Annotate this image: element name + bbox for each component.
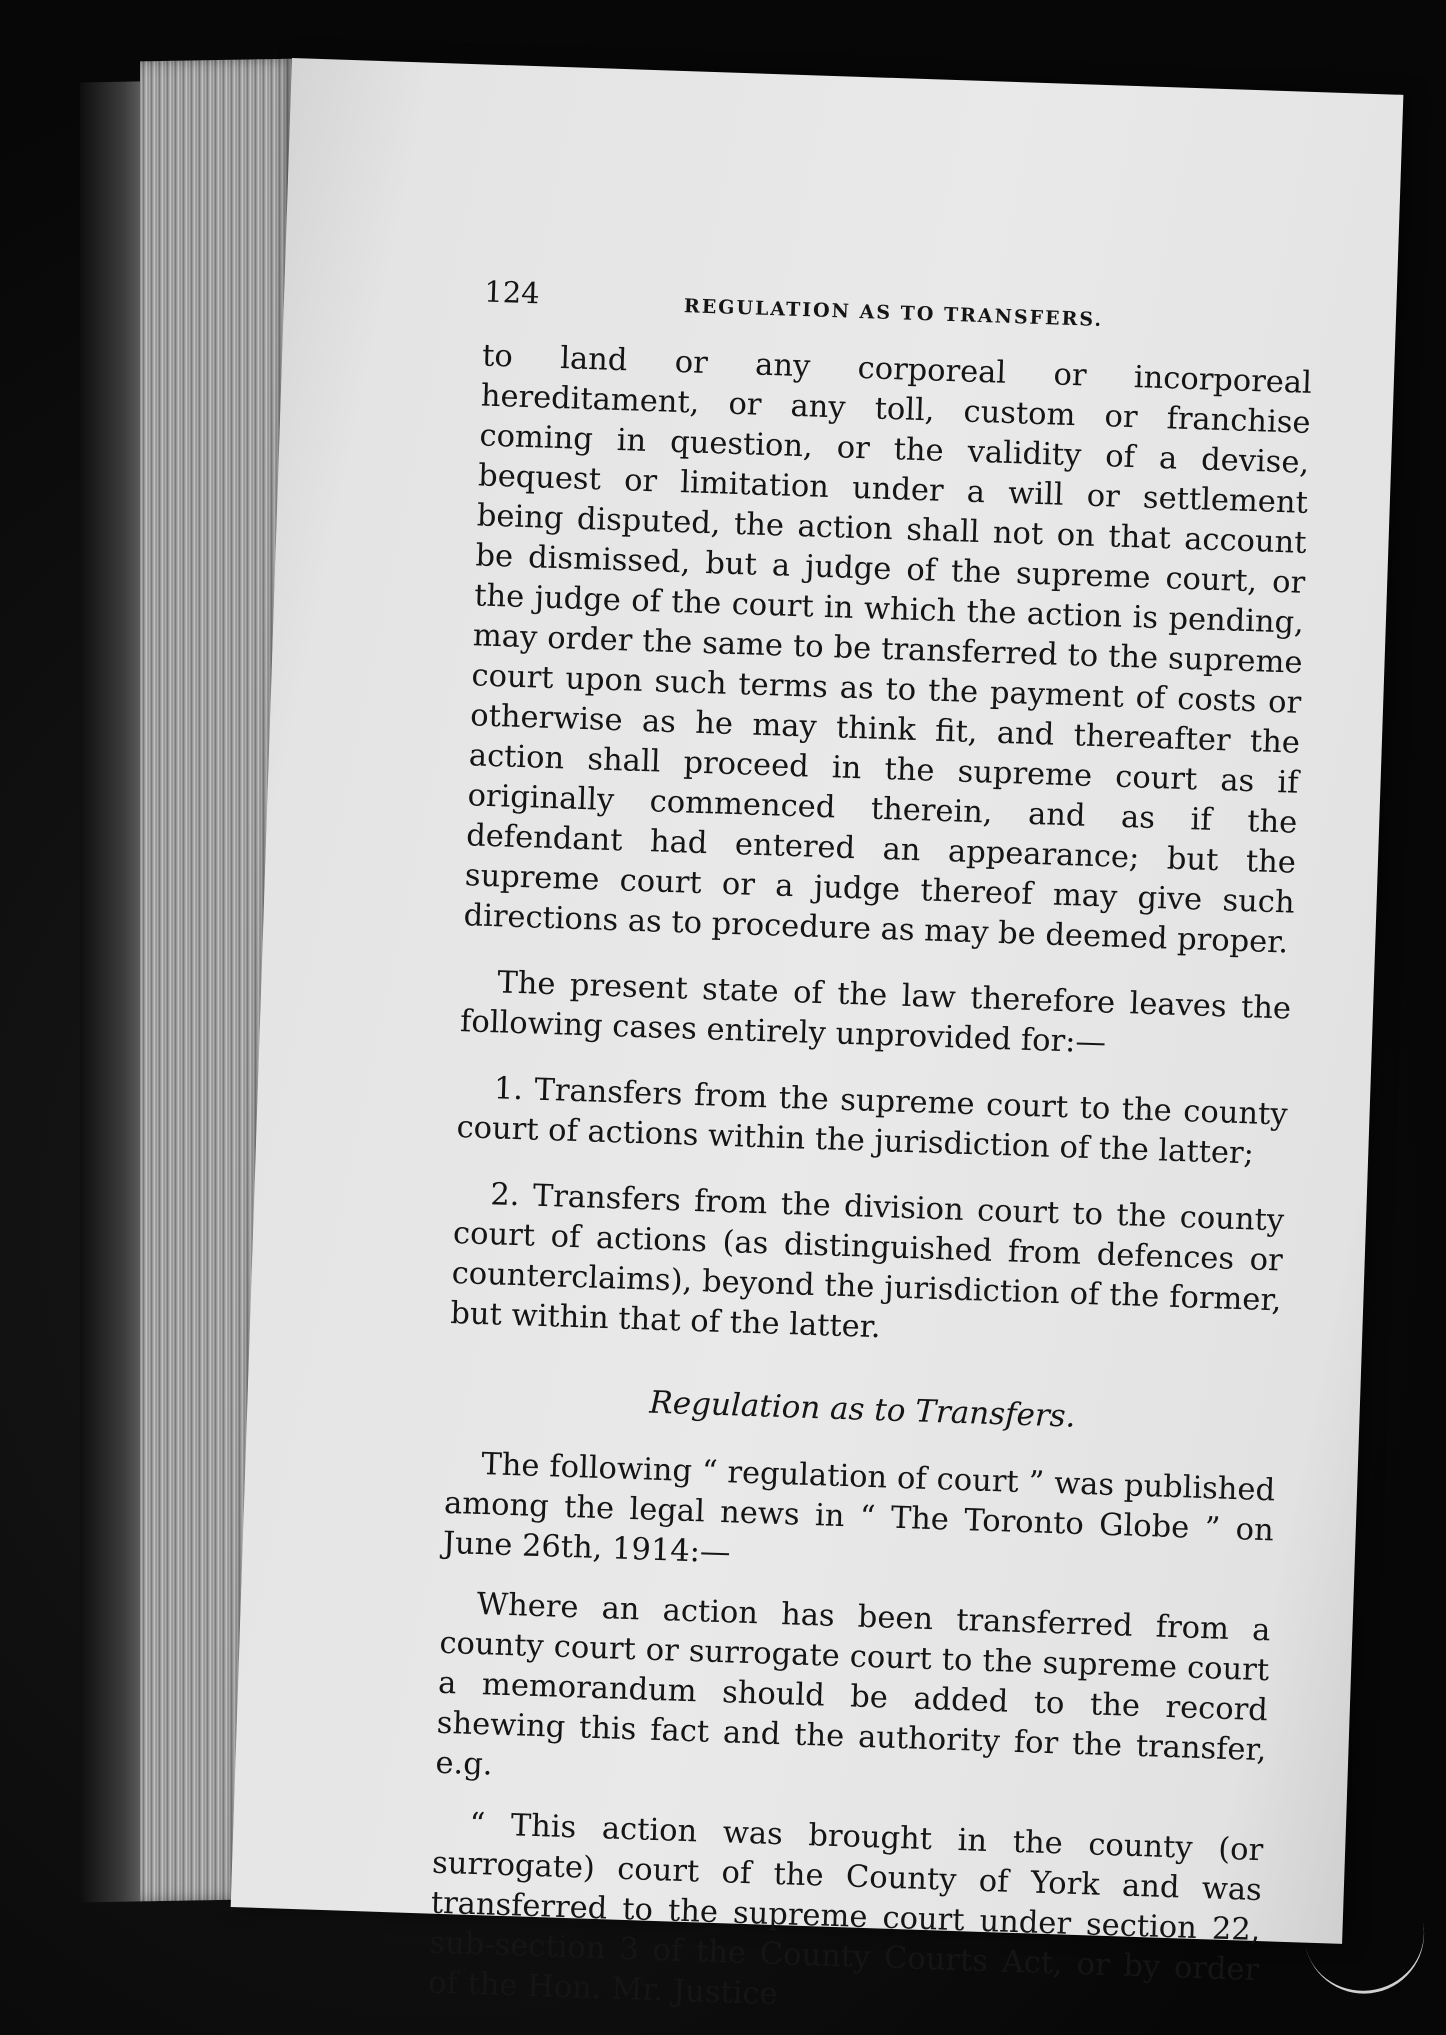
page-number: 124 xyxy=(483,274,541,311)
paragraph-quoted-example: “ This action was brought in the county (or surrogate) court of the County of York and was transferred to the supreme court under section 22, sub-section 3 of the County Courts Act, or by order of the Hon. Mr. Justice xyxy=(427,1806,1264,2013)
list-item-2: 2. Transfers from the division court to the county court of actions (as distinguished from defences or counterclaims), beyond the jurisdiction of the former, but within that of the latter. xyxy=(449,1177,1285,1346)
paragraph-memorandum: Where an action has been transferred from a county court or surrogate court to the supreme court a memorandum should be added to the record shewing this fact and the authority for the transfer, e.g. xyxy=(434,1586,1271,1783)
running-head: REGULATION AS TO TRANSFERS. xyxy=(683,295,1104,332)
paragraph-regulation-intro: The following “ regulation of court ” was published among the legal news in “ The Toronto Globe ” on June 26th, 1914:— xyxy=(442,1447,1276,1571)
section-heading: Regulation as to Transfers. xyxy=(648,1384,1077,1435)
paragraph-present-state: The present state of the law therefore leaves the following cases entirely unprovided for:— xyxy=(459,965,1292,1061)
book-page xyxy=(231,58,1404,2013)
paragraph-continued: to land or any corporeal or incorporeal hereditament, or any toll, custom or franchise coming in question, or the validity of a devise, bequest or limitation under a will or settlement being disputed, the action shall not on that account be dismissed, but a judge of the supreme court, or the judge of the court in which the action is pending, may order the same to be transferred to the supreme court upon such terms as to the payment of costs or otherwise as he may think fit, and thereafter the action shall proceed in the supreme court as if originally commenced therein, and as if the defendant had entered an appearance; but the supreme court or a judge thereof may give such directions as to procedure as may be deemed proper. xyxy=(463,338,1313,961)
page-content xyxy=(428,275,1315,2032)
list-item-1: 1. Transfers from the supreme court to the county court of actions within the jurisdiction of the latter; xyxy=(456,1071,1289,1172)
